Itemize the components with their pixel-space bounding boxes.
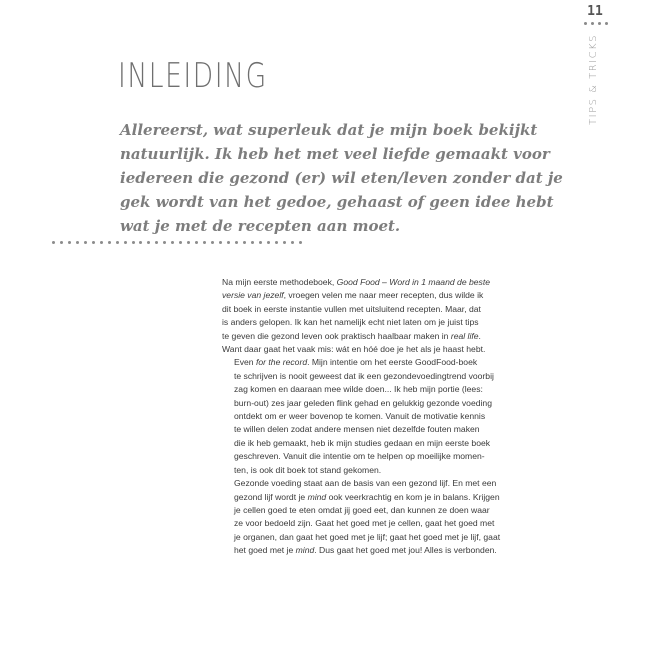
divider-dot [76, 241, 79, 244]
body-line: zag komen en daaraan mee wilde doen... Ik heb mijn portie (lees: [234, 384, 483, 395]
divider-dot [124, 241, 127, 244]
intro-line: natuurlijk. Ik heb het met veel liefde gemaakt voor [120, 145, 550, 163]
body-text [222, 276, 538, 558]
divider-dot [52, 241, 55, 244]
divider-dot [100, 241, 103, 244]
divider-dot [243, 241, 246, 244]
divider-dot [283, 241, 286, 244]
divider-dot [108, 241, 111, 244]
body-line: het goed met je mind. Dus gaat het goed met jou! Alles is verbonden. [234, 545, 497, 556]
divider-dot [259, 241, 262, 244]
dotted-divider [52, 241, 302, 244]
body-line: Gezonde voeding staat aan de basis van een gezond lijf. En met een [234, 478, 497, 489]
body-line: dit boek in eerste instantie vullen met uitsluitend recepten. Maar, dat [222, 303, 481, 314]
body-line: gezond lijf wordt je mind ook veerkrachtig en kom je in balans. Krijgen [234, 491, 500, 502]
body-line: ontdekt om er weer bovenop te komen. Vanuit de motivatie kennis [234, 411, 486, 422]
divider-dot [163, 241, 166, 244]
paragraph [222, 276, 538, 356]
body-line: Na mijn eerste methodeboek, Good Food – Word in 1 maand de beste [222, 277, 491, 287]
body-line: burn-out) zes jaar geleden flink gehad en gelukkig gezonde voeding [234, 397, 492, 408]
section-side-label: TIPS & TRICKS [588, 34, 599, 125]
intro-line: Allereerst, wat superleuk dat je mijn boek bekijkt [120, 121, 538, 139]
body-line: ten, is ook dit boek tot stand gekomen. [234, 464, 382, 475]
divider-dot [171, 241, 174, 244]
divider-dot [203, 241, 206, 244]
paragraph [222, 477, 538, 557]
body-line: versie van jezelf, vroegen velen me naar meer recepten, dus wilde ik [222, 290, 484, 301]
body-line: geschreven. Vanuit die intentie om te helpen op moeilijke momen- [234, 451, 485, 462]
divider-dot [139, 241, 142, 244]
divider-dot [235, 241, 238, 244]
divider-dot [251, 241, 254, 244]
body-line: te geven die gezond leven ook praktisch haalbaar maken in real life. [222, 330, 481, 341]
divider-dot [155, 241, 158, 244]
divider-dot [116, 241, 119, 244]
divider-dot [211, 241, 214, 244]
body-line: is anders gelopen. Ik kan het namelijk echt niet laten om je juist tips [222, 317, 479, 328]
intro-line: iedereen die gezond (er) wil eten/leven zonder dat je [120, 169, 563, 187]
paragraph [222, 356, 538, 477]
divider-dot [147, 241, 150, 244]
divider-dot [92, 241, 95, 244]
intro-line: gek wordt van het gedoe, gehaast of geen idee hebt [120, 193, 554, 211]
body-line: die ik heb gemaakt, heb ik mijn studies gedaan en mijn eerste boek [234, 437, 491, 448]
divider-dot [84, 241, 87, 244]
body-line: te schrijven is nooit geweest dat ik een gezondevoedingtrend voorbij [234, 370, 494, 381]
divider-dot [267, 241, 270, 244]
body-line: Even for the record. Mijn intentie om het eerste GoodFood-boek [234, 357, 478, 368]
divider-dot [227, 241, 230, 244]
body-line: Want daar gaat het vaak mis: wát en hóé doe je het als je haast hebt. [222, 344, 486, 355]
divider-dot [219, 241, 222, 244]
divider-dot [179, 241, 182, 244]
divider-dot [132, 241, 135, 244]
divider-dot [195, 241, 198, 244]
divider-dot [299, 241, 302, 244]
intro-quote [120, 118, 563, 238]
body-line: te willen delen zodat andere mensen niet dezelfde fouten maken [234, 424, 480, 435]
divider-dot [291, 241, 294, 244]
divider-dot [187, 241, 190, 244]
page-number-dots [584, 22, 608, 25]
body-line: je organen, dan gaat het goed met je lijf; gaat het goed met je lijf, gaat [234, 531, 501, 542]
chapter-title: INLEIDING [118, 56, 268, 96]
page-number: 11 [587, 4, 603, 19]
intro-line: wat je met de recepten aan moet. [120, 217, 401, 235]
divider-dot [68, 241, 71, 244]
body-line: ze voor bedoeld zijn. Gaat het goed met je cellen, gaat het goed met [234, 518, 495, 529]
body-line: je cellen goed te eten omdat jij goed eet, dan kunnen ze doen waar [234, 504, 490, 515]
divider-dot [60, 241, 63, 244]
divider-dot [275, 241, 278, 244]
